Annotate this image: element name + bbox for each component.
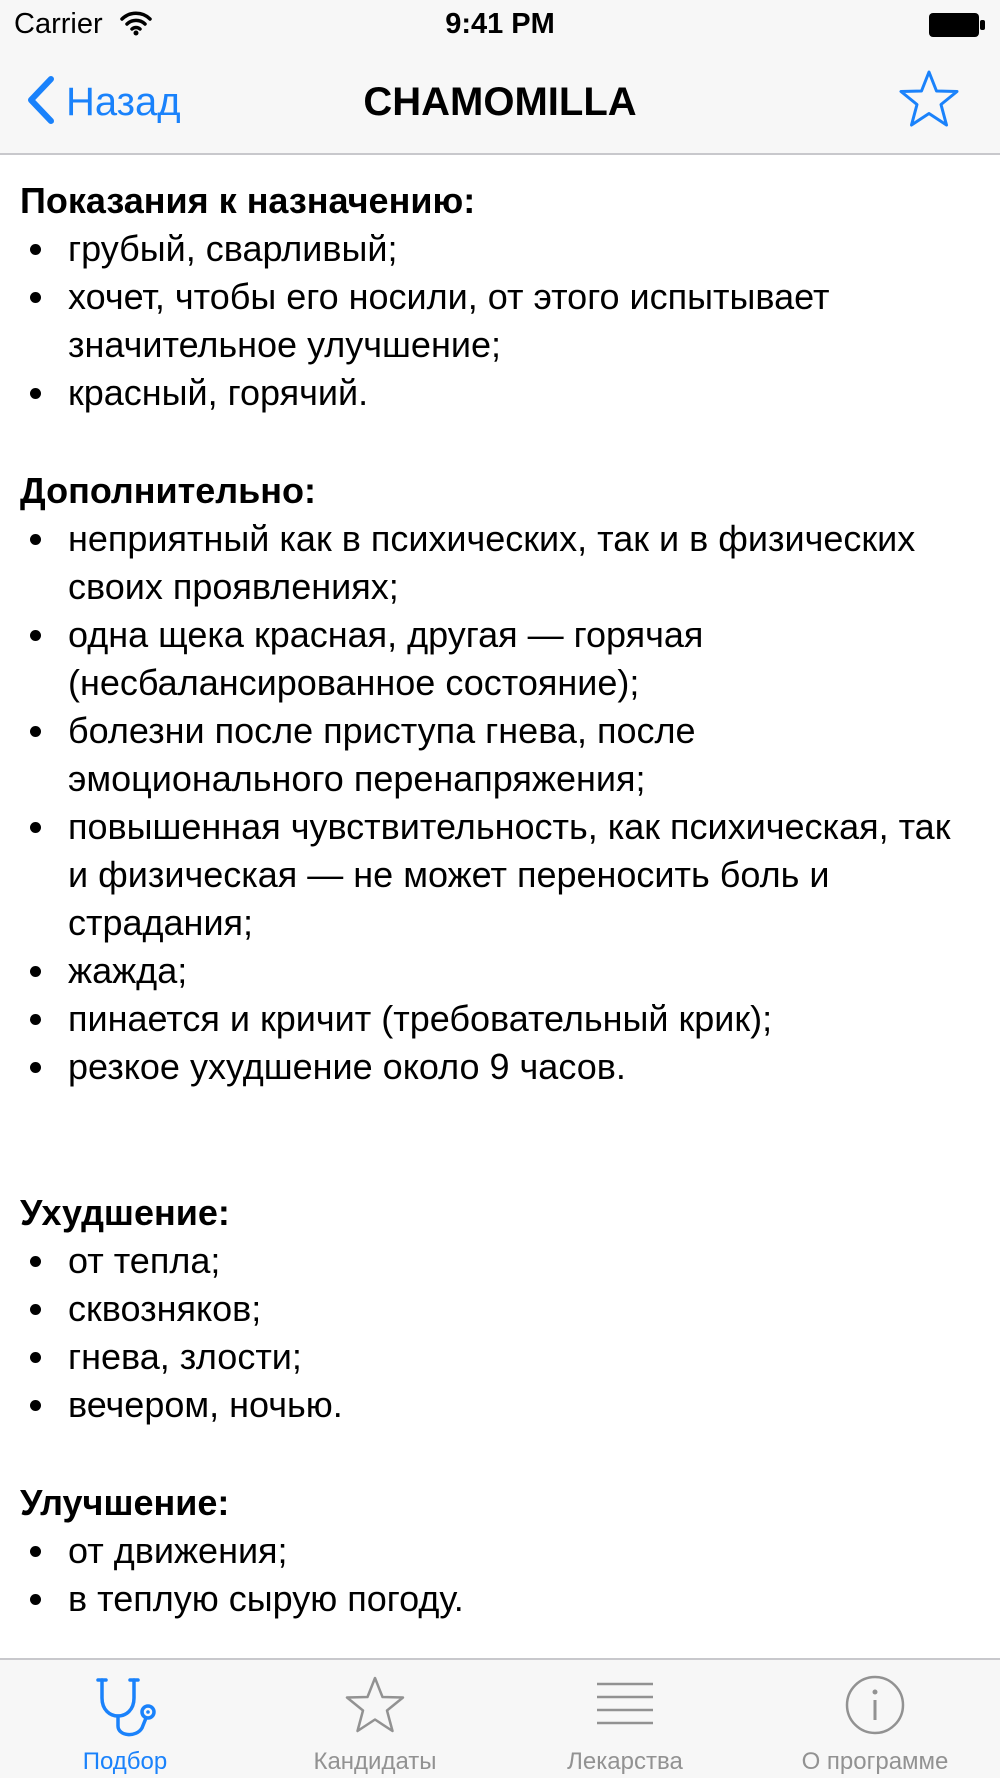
star-icon xyxy=(344,1674,406,1741)
tab-remedies[interactable] xyxy=(500,1660,750,1778)
tab-label: Подбор xyxy=(82,1748,168,1775)
chevron-left-icon xyxy=(26,75,56,130)
list-item: жажда; xyxy=(20,947,980,995)
tab-bar xyxy=(0,1658,1000,1778)
bullet-list xyxy=(20,1527,980,1623)
tab-candidates[interactable] xyxy=(250,1660,500,1778)
section-improvement xyxy=(20,1479,980,1623)
list-item: гнева, злости; xyxy=(20,1333,980,1381)
stethoscope-icon xyxy=(90,1674,160,1749)
navigation-bar xyxy=(0,50,1000,155)
info-icon xyxy=(844,1674,906,1741)
list-item: от движения; xyxy=(20,1527,980,1575)
remedy-description[interactable] xyxy=(0,155,1000,1658)
list-item: красный, горячий. xyxy=(20,369,980,417)
status-bar xyxy=(0,0,1000,50)
section-indications xyxy=(20,177,980,417)
back-button[interactable] xyxy=(26,76,181,128)
star-icon xyxy=(898,117,960,134)
section-additional xyxy=(20,467,980,1091)
tab-about[interactable] xyxy=(750,1660,1000,1778)
back-label: Назад xyxy=(66,79,181,124)
tab-label: Лекарства xyxy=(567,1748,683,1775)
section-heading: Дополнительно: xyxy=(20,470,317,511)
list-item: повышенная чувствительность, как психическая, так и физическая — не может переносить боль и страдания; xyxy=(20,803,980,947)
section-heading: Улучшение: xyxy=(20,1482,230,1523)
battery-icon xyxy=(928,12,986,43)
tab-label: Кандидаты xyxy=(313,1748,437,1775)
status-time: 9:41 PM xyxy=(445,8,555,40)
list-item: вечером, ночью. xyxy=(20,1381,980,1429)
page-title: CHAMOMILLA xyxy=(363,80,637,124)
list-item: пинается и кричит (требовательный крик); xyxy=(20,995,980,1043)
list-icon xyxy=(595,1674,655,1739)
list-item: хочет, чтобы его носили, от этого испытывает значительное улучшение; xyxy=(20,273,980,369)
list-item: от тепла; xyxy=(20,1237,980,1285)
list-item: сквозняков; xyxy=(20,1285,980,1333)
bullet-list xyxy=(20,225,980,417)
list-item: одна щека красная, другая — горячая (несбалансированное состояние); xyxy=(20,611,980,707)
section-worsening xyxy=(20,1189,980,1429)
list-item: грубый, сварливый; xyxy=(20,225,980,273)
bullet-list xyxy=(20,1237,980,1429)
bullet-list xyxy=(20,515,980,1091)
list-item: болезни после приступа гнева, после эмоционального перенапряжения; xyxy=(20,707,980,803)
tab-selection[interactable] xyxy=(0,1660,250,1778)
section-heading: Показания к назначению: xyxy=(20,180,476,221)
carrier-label: Carrier xyxy=(14,8,103,40)
tab-label: О программе xyxy=(801,1748,949,1775)
list-item: в теплую сырую погоду. xyxy=(20,1575,980,1623)
favorite-button[interactable] xyxy=(898,68,960,135)
list-item: неприятный как в психических, так и в физических своих проявлениях; xyxy=(20,515,980,611)
list-item: резкое ухудшение около 9 часов. xyxy=(20,1043,980,1091)
section-heading: Ухудшение: xyxy=(20,1192,230,1233)
